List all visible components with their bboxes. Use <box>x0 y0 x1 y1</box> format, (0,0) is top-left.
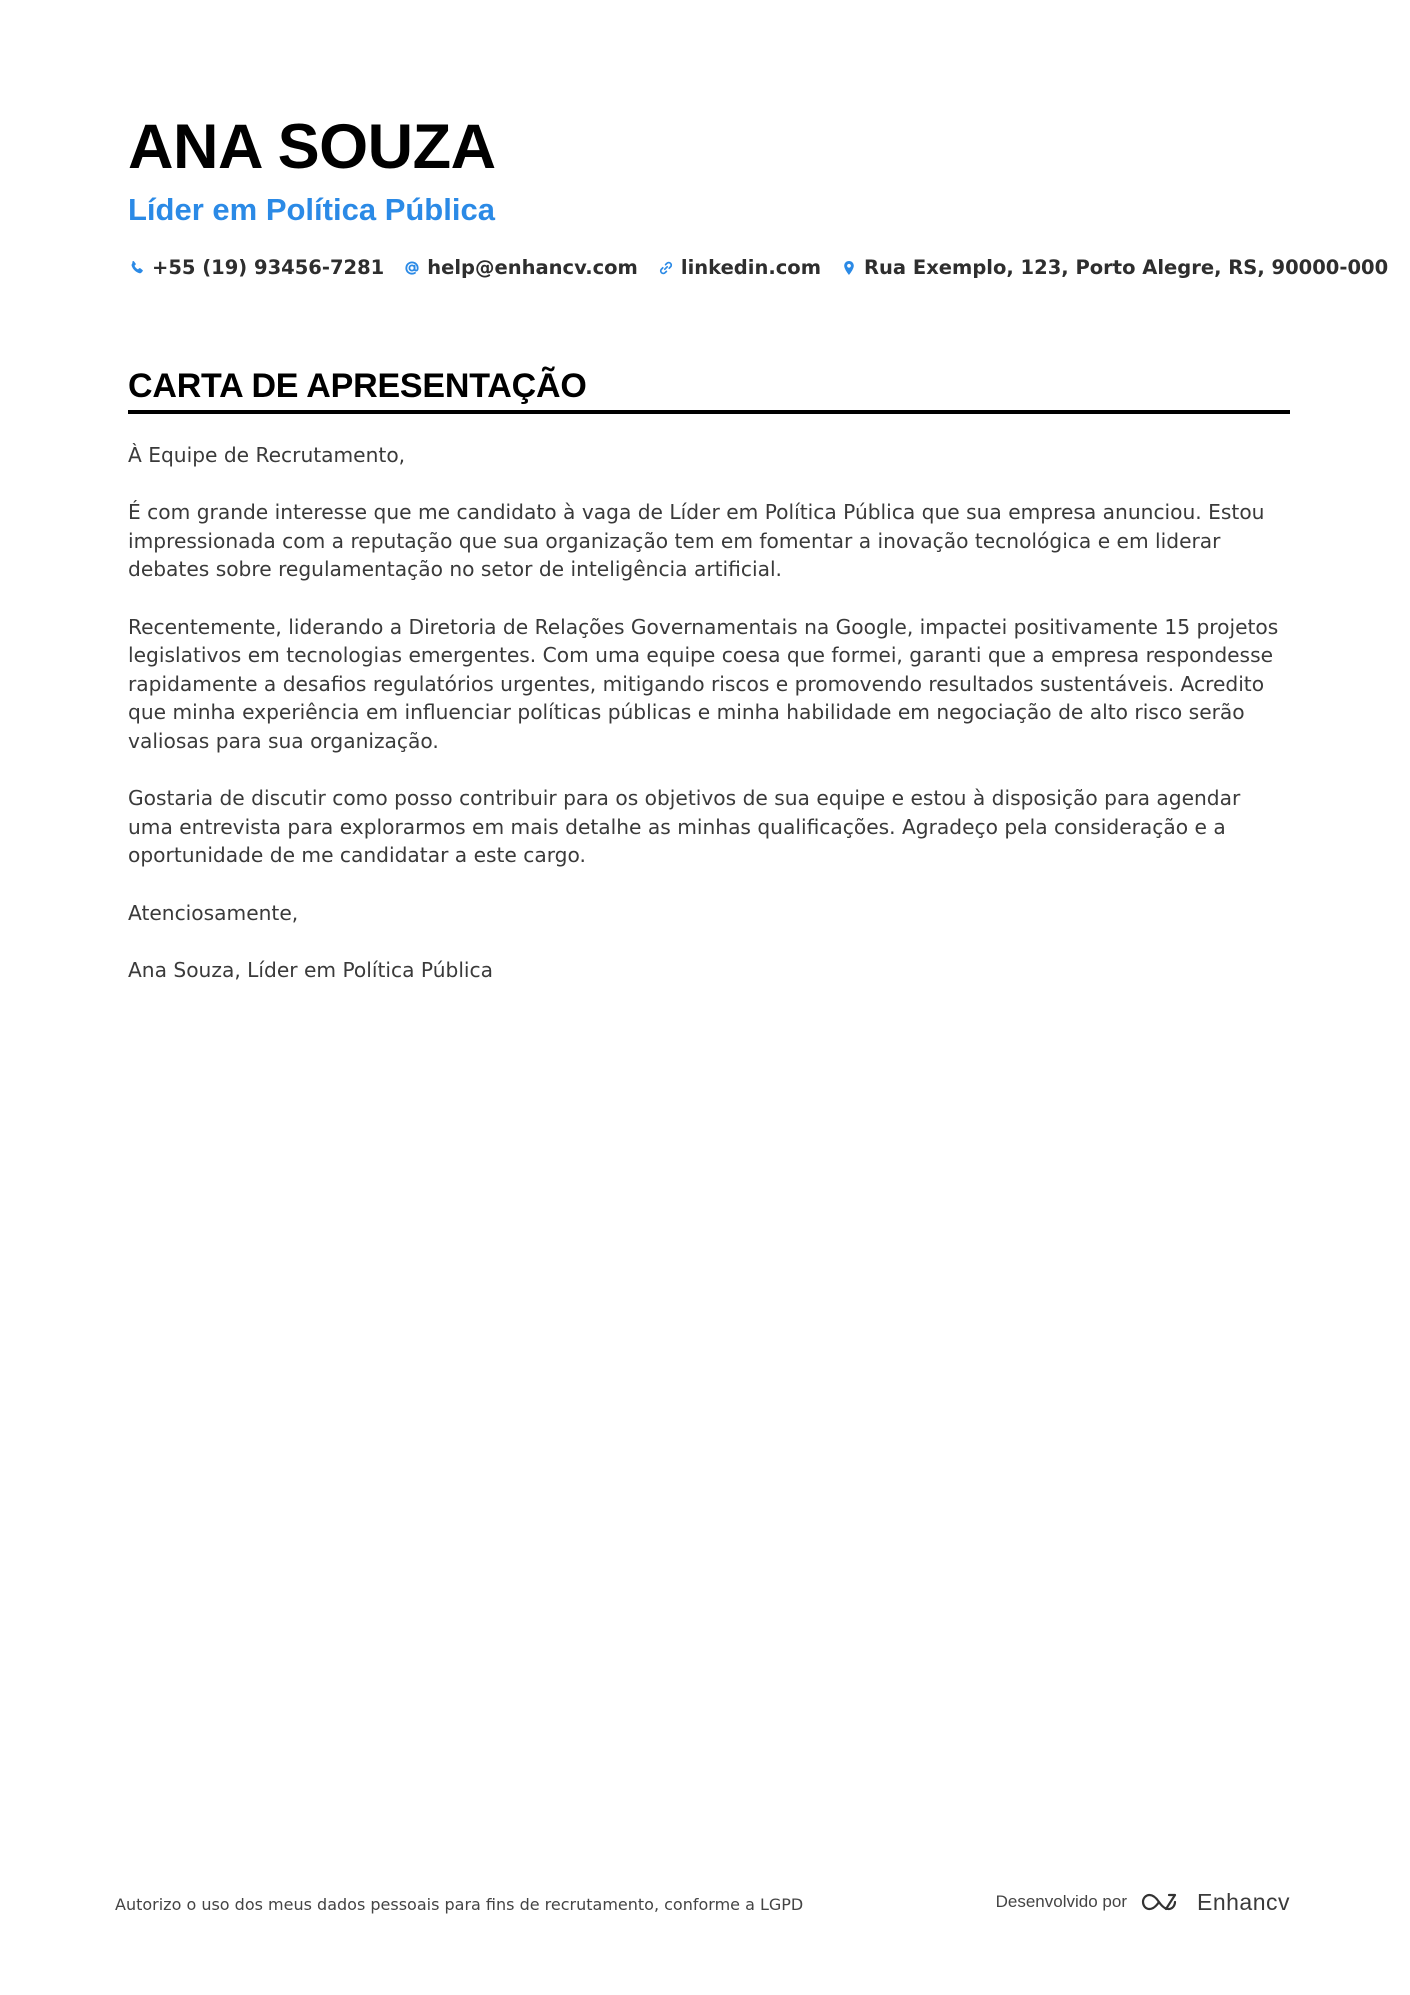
enhancv-logo-icon <box>1139 1889 1185 1915</box>
contact-address-text: Rua Exemplo, 123, Porto Alegre, RS, 90000-000 <box>864 256 1389 279</box>
footer-consent: Autorizo o uso dos meus dados pessoais para fins de recrutamento, conforme a LGPD <box>115 1895 804 1914</box>
location-pin-icon <box>840 259 858 277</box>
at-icon <box>403 259 421 277</box>
phone-icon <box>128 259 146 277</box>
footer-brand[interactable] <box>996 1888 1290 1916</box>
brand-name: Enhancv <box>1196 1889 1290 1915</box>
contact-linkedin-text: linkedin.com <box>680 256 822 279</box>
contact-email[interactable] <box>403 254 638 282</box>
contact-email-text: help@enhancv.com <box>427 256 638 279</box>
candidate-role: Líder em Política Pública <box>128 192 495 227</box>
letter-signature: Ana Souza, Líder em Política Pública <box>128 957 494 982</box>
letter-body <box>128 441 1290 1013</box>
section-divider <box>128 410 1290 414</box>
cover-letter-page <box>128 0 1389 1995</box>
section-title: CARTA DE APRESENTAÇÃO <box>128 367 587 405</box>
letter-closing: Atenciosamente, <box>128 900 299 925</box>
contact-bar <box>128 254 1388 282</box>
letter-paragraph-1: É com grande interesse que me candidato à vaga de Líder em Política Pública que sua empresa anunciou. Estou impressionada com a reputação que sua organização tem em fomentar a inovação tecnológica e em liderar debates sobre regulamentação no setor de inteligência artificial. <box>128 500 1265 582</box>
link-icon <box>657 259 675 277</box>
contact-phone-text: +55 (19) 93456-7281 <box>152 256 385 279</box>
letter-paragraph-3: Gostaria de discutir como posso contribuir para os objetivos de sua equipe e estou à disposição para agendar uma entrevista para explorarmos em mais detalhe as minhas qualificações. Agradeço pela consideração e a oportunidade de me candidatar a este cargo. <box>128 786 1241 868</box>
letter-paragraph-2: Recentemente, liderando a Diretoria de Relações Governamentais na Google, impactei positivamente 15 projetos legislativos em tecnologias emergentes. Com uma equipe coesa que formei, garanti que a empresa respondesse rapidamente a desafios regulatórios urgentes, mitigando riscos e promovendo resultados sustentáveis. Acredito que minha experiência em influenciar políticas públicas e minha habilidade em negociação de alto risco serão valiosas para sua organização. <box>128 614 1279 753</box>
letter-greeting: À Equipe de Recrutamento, <box>128 443 406 467</box>
contact-address <box>840 254 1388 282</box>
powered-by-label: Desenvolvido por <box>995 1892 1127 1911</box>
candidate-name: ANA SOUZA <box>128 112 496 182</box>
contact-linkedin[interactable] <box>657 254 821 282</box>
contact-phone <box>128 254 384 282</box>
